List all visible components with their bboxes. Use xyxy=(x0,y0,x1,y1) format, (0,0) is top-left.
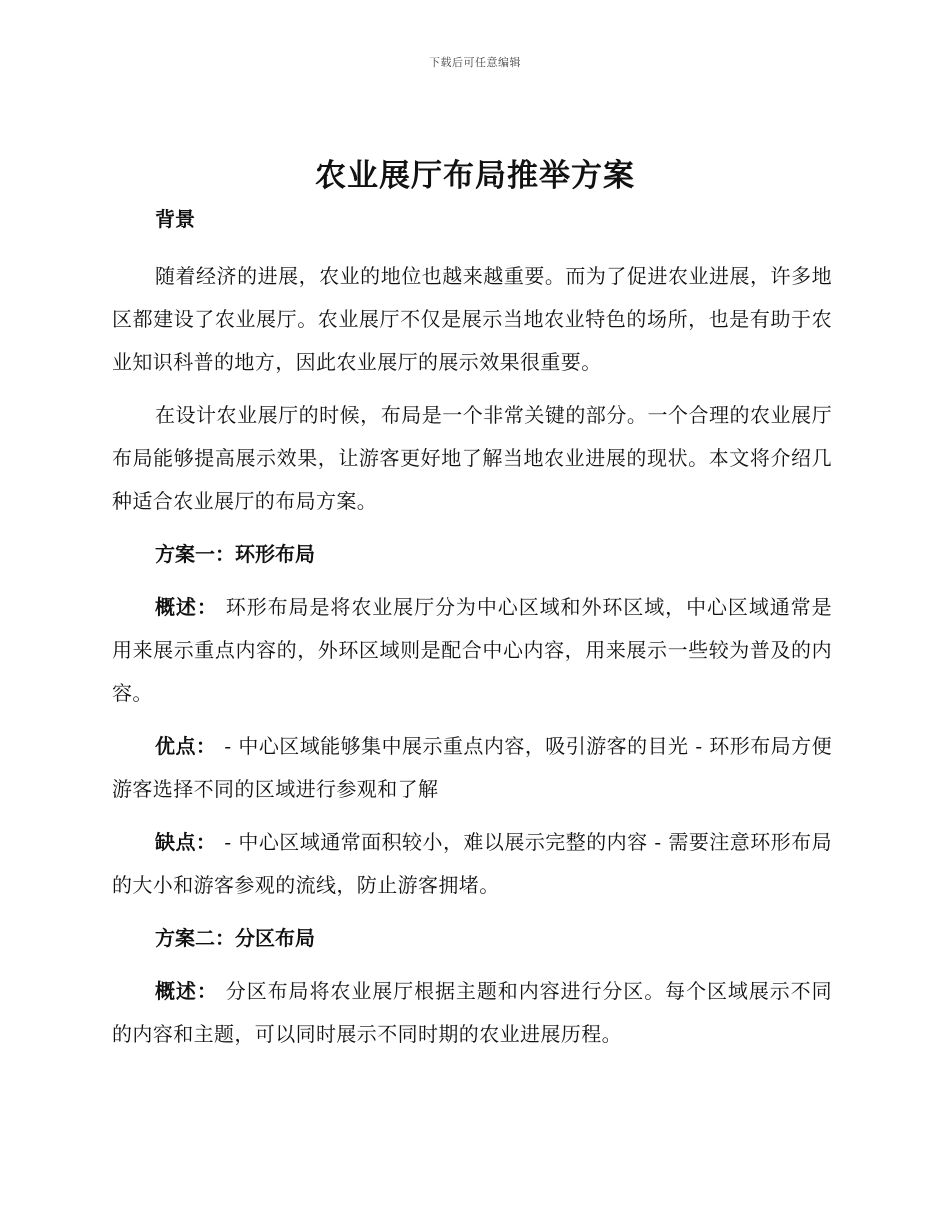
document-body xyxy=(112,198,832,1066)
plan-2-overview xyxy=(112,970,832,1056)
section-heading-background: 背景 xyxy=(155,207,195,231)
plan-2-overview-text: 分区布局将农业展厅根据主题和内容进行分区。每个区域展示不同的内容和主题，可以同时展示不同时期的农业进展历程。 xyxy=(112,979,833,1046)
plan-1-pros-label: 优点： xyxy=(155,734,217,758)
plan-1-overview-text: 环形布局是将农业展厅分为中心区域和外环区域，中心区域通常是用来展示重点内容的，外环区域则是配合中心内容，用来展示一些较为普及的内容。 xyxy=(112,595,833,705)
plan-1-cons-label: 缺点： xyxy=(155,830,217,854)
plan-1-cons-text: - 中心区域通常面积较小，难以展示完整的内容 - 需要注意环形布局的大小和游客参观的流线，防止游客拥堵。 xyxy=(112,830,832,897)
plan-1-pros-text: - 中心区域能够集中展示重点内容，吸引游客的目光 - 环形布局方便游客选择不同的区域进行参观和了解 xyxy=(112,734,832,801)
background-paragraph-1: 随着经济的进展，农业的地位也越来越重要。而为了促进农业进展，许多地区都建设了农业展厅。农业展厅不仅是展示当地农业特色的场所，也是有助于农业知识科普的地方，因此农业展厅的展示效果很重要。 xyxy=(112,264,832,374)
plan-1-cons xyxy=(112,821,832,907)
background-paragraph-2: 在设计农业展厅的时候，布局是一个非常关键的部分。一个合理的农业展厅布局能够提高展示效果，让游客更好地了解当地农业进展的现状。本文将介绍几种适合农业展厅的布局方案。 xyxy=(112,403,832,513)
section-heading-plan-2: 方案二：分区布局 xyxy=(155,926,315,950)
plan-2-overview-label: 概述： xyxy=(155,979,218,1003)
plan-1-overview xyxy=(112,586,832,715)
plan-1-pros xyxy=(112,725,832,811)
page-header-note: 下载后可任意编辑 xyxy=(429,56,521,69)
section-heading-plan-1: 方案一：环形布局 xyxy=(155,542,315,566)
document-title: 农业展厅布局推举方案 xyxy=(315,158,635,194)
plan-1-overview-label: 概述： xyxy=(155,595,218,619)
